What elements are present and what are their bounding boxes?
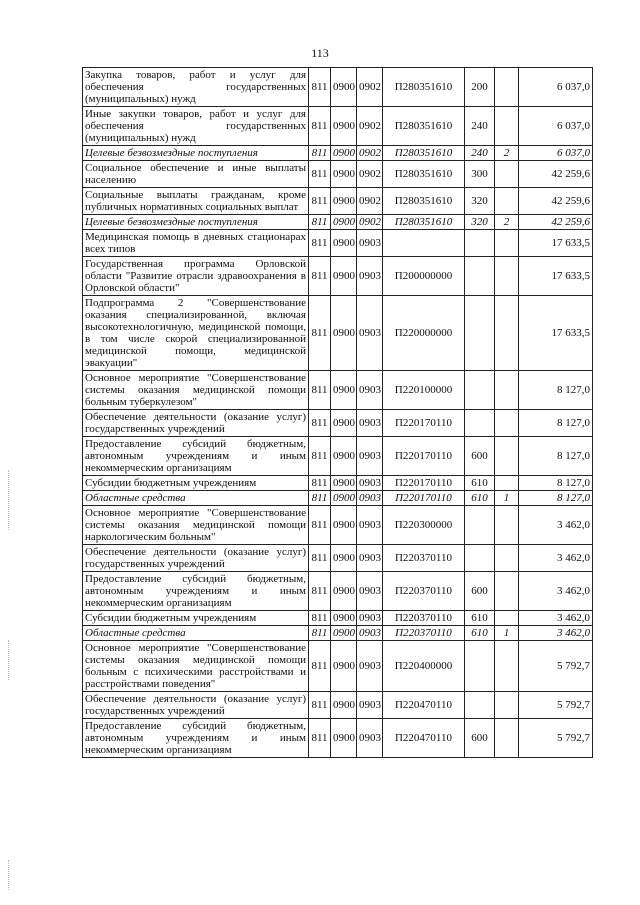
funding-source-code bbox=[495, 692, 519, 719]
target-article-code: П220100000 bbox=[383, 371, 465, 410]
amount: 3 462,0 bbox=[519, 506, 593, 545]
row-name: Предоставление субсидий бюджетным, автономным учреждениям и иным некоммерческим организациям bbox=[83, 719, 309, 758]
section-code: 0900 bbox=[331, 107, 357, 146]
target-article-code: П220170110 bbox=[383, 476, 465, 491]
amount: 8 127,0 bbox=[519, 410, 593, 437]
table-row bbox=[83, 107, 593, 146]
subsection-code: 0903 bbox=[357, 641, 383, 692]
subsection-code: 0902 bbox=[357, 146, 383, 161]
table-row bbox=[83, 437, 593, 476]
table-row bbox=[83, 491, 593, 506]
funding-source-code bbox=[495, 437, 519, 476]
amount: 5 792,7 bbox=[519, 719, 593, 758]
row-name: Иные закупки товаров, работ и услуг для обеспечения государственных (муниципальных) нужд bbox=[83, 107, 309, 146]
expense-type-code: 240 bbox=[465, 146, 495, 161]
amount: 3 462,0 bbox=[519, 572, 593, 611]
funding-source-code bbox=[495, 611, 519, 626]
table-row bbox=[83, 719, 593, 758]
row-name: Целевые безвозмездные поступления bbox=[83, 146, 309, 161]
section-code: 0900 bbox=[331, 572, 357, 611]
expense-type-code bbox=[465, 371, 495, 410]
expense-type-code bbox=[465, 257, 495, 296]
table-row bbox=[83, 572, 593, 611]
section-code: 0900 bbox=[331, 641, 357, 692]
section-code: 0900 bbox=[331, 68, 357, 107]
ved-code: 811 bbox=[309, 188, 331, 215]
expense-type-code: 600 bbox=[465, 719, 495, 758]
row-name: Обеспечение деятельности (оказание услуг) государственных учреждений bbox=[83, 545, 309, 572]
expense-type-code bbox=[465, 296, 495, 371]
amount: 3 462,0 bbox=[519, 626, 593, 641]
section-code: 0900 bbox=[331, 545, 357, 572]
section-code: 0900 bbox=[331, 215, 357, 230]
expense-type-code bbox=[465, 410, 495, 437]
ved-code: 811 bbox=[309, 476, 331, 491]
ved-code: 811 bbox=[309, 146, 331, 161]
subsection-code: 0903 bbox=[357, 491, 383, 506]
subsection-code: 0903 bbox=[357, 410, 383, 437]
section-code: 0900 bbox=[331, 188, 357, 215]
ved-code: 811 bbox=[309, 611, 331, 626]
section-code: 0900 bbox=[331, 611, 357, 626]
funding-source-code bbox=[495, 641, 519, 692]
section-code: 0900 bbox=[331, 476, 357, 491]
funding-source-code bbox=[495, 506, 519, 545]
row-name: Областные средства bbox=[83, 626, 309, 641]
ved-code: 811 bbox=[309, 410, 331, 437]
subsection-code: 0903 bbox=[357, 437, 383, 476]
section-code: 0900 bbox=[331, 296, 357, 371]
row-name: Предоставление субсидий бюджетным, автономным учреждениям и иным некоммерческим организациям bbox=[83, 572, 309, 611]
ved-code: 811 bbox=[309, 545, 331, 572]
ved-code: 811 bbox=[309, 506, 331, 545]
target-article-code: П280351610 bbox=[383, 68, 465, 107]
funding-source-code bbox=[495, 410, 519, 437]
subsection-code: 0903 bbox=[357, 476, 383, 491]
amount: 8 127,0 bbox=[519, 491, 593, 506]
target-article-code: П220170110 bbox=[383, 437, 465, 476]
table-row bbox=[83, 410, 593, 437]
target-article-code: П220300000 bbox=[383, 506, 465, 545]
scan-margin-specks bbox=[8, 640, 11, 680]
expense-type-code bbox=[465, 230, 495, 257]
section-code: 0900 bbox=[331, 692, 357, 719]
section-code: 0900 bbox=[331, 626, 357, 641]
section-code: 0900 bbox=[331, 230, 357, 257]
expense-type-code: 240 bbox=[465, 107, 495, 146]
table-row bbox=[83, 68, 593, 107]
subsection-code: 0903 bbox=[357, 719, 383, 758]
expense-type-code: 600 bbox=[465, 572, 495, 611]
row-name: Подпрограмма 2 "Совершенствование оказания специализированной, включая высокотехнологичную, медицинской помощи, в том числе скорой специализированной медицинской помощи, медицинской эвакуации" bbox=[83, 296, 309, 371]
section-code: 0900 bbox=[331, 506, 357, 545]
table-row bbox=[83, 611, 593, 626]
section-code: 0900 bbox=[331, 437, 357, 476]
table-row bbox=[83, 626, 593, 641]
row-name: Обеспечение деятельности (оказание услуг) государственных учреждений bbox=[83, 692, 309, 719]
section-code: 0900 bbox=[331, 410, 357, 437]
target-article-code bbox=[383, 230, 465, 257]
amount: 8 127,0 bbox=[519, 371, 593, 410]
funding-source-code: 1 bbox=[495, 626, 519, 641]
amount: 8 127,0 bbox=[519, 437, 593, 476]
section-code: 0900 bbox=[331, 161, 357, 188]
funding-source-code: 2 bbox=[495, 215, 519, 230]
subsection-code: 0903 bbox=[357, 296, 383, 371]
ved-code: 811 bbox=[309, 692, 331, 719]
row-name: Основное мероприятие "Совершенствование системы оказания медицинской помощи больным туберкулезом" bbox=[83, 371, 309, 410]
table-row bbox=[83, 215, 593, 230]
table-row bbox=[83, 476, 593, 491]
ved-code: 811 bbox=[309, 296, 331, 371]
ved-code: 811 bbox=[309, 719, 331, 758]
amount: 5 792,7 bbox=[519, 692, 593, 719]
amount: 42 259,6 bbox=[519, 188, 593, 215]
target-article-code: П220000000 bbox=[383, 296, 465, 371]
table-row bbox=[83, 188, 593, 215]
amount: 42 259,6 bbox=[519, 215, 593, 230]
ved-code: 811 bbox=[309, 257, 331, 296]
section-code: 0900 bbox=[331, 371, 357, 410]
amount: 5 792,7 bbox=[519, 641, 593, 692]
subsection-code: 0902 bbox=[357, 215, 383, 230]
target-article-code: П280351610 bbox=[383, 215, 465, 230]
amount: 3 462,0 bbox=[519, 611, 593, 626]
section-code: 0900 bbox=[331, 719, 357, 758]
subsection-code: 0903 bbox=[357, 371, 383, 410]
table-row bbox=[83, 641, 593, 692]
funding-source-code bbox=[495, 572, 519, 611]
ved-code: 811 bbox=[309, 68, 331, 107]
table-body bbox=[83, 68, 593, 758]
funding-source-code bbox=[495, 107, 519, 146]
funding-source-code bbox=[495, 719, 519, 758]
expense-type-code: 300 bbox=[465, 161, 495, 188]
subsection-code: 0903 bbox=[357, 572, 383, 611]
row-name: Субсидии бюджетным учреждениям bbox=[83, 476, 309, 491]
row-name: Медицинская помощь в дневных стационарах всех типов bbox=[83, 230, 309, 257]
subsection-code: 0902 bbox=[357, 161, 383, 188]
funding-source-code bbox=[495, 68, 519, 107]
table-row bbox=[83, 371, 593, 410]
row-name: Целевые безвозмездные поступления bbox=[83, 215, 309, 230]
target-article-code: П220170110 bbox=[383, 491, 465, 506]
page-number: 113 bbox=[311, 46, 329, 60]
section-code: 0900 bbox=[331, 146, 357, 161]
row-name: Социальное обеспечение и иные выплаты населению bbox=[83, 161, 309, 188]
row-name: Государственная программа Орловской области "Развитие отрасли здравоохранения в Орловской области" bbox=[83, 257, 309, 296]
funding-source-code: 1 bbox=[495, 491, 519, 506]
ved-code: 811 bbox=[309, 641, 331, 692]
target-article-code: П220470110 bbox=[383, 692, 465, 719]
scan-margin-specks bbox=[8, 860, 11, 890]
row-name: Основное мероприятие "Совершенствование системы оказания медицинской помощи наркологическим больным" bbox=[83, 506, 309, 545]
section-code: 0900 bbox=[331, 491, 357, 506]
expense-type-code bbox=[465, 692, 495, 719]
amount: 6 037,0 bbox=[519, 107, 593, 146]
funding-source-code bbox=[495, 230, 519, 257]
row-name: Областные средства bbox=[83, 491, 309, 506]
table-row bbox=[83, 230, 593, 257]
target-article-code: П220470110 bbox=[383, 719, 465, 758]
amount: 3 462,0 bbox=[519, 545, 593, 572]
expense-type-code: 200 bbox=[465, 68, 495, 107]
amount: 17 633,5 bbox=[519, 296, 593, 371]
ved-code: 811 bbox=[309, 161, 331, 188]
amount: 6 037,0 bbox=[519, 146, 593, 161]
subsection-code: 0902 bbox=[357, 188, 383, 215]
subsection-code: 0903 bbox=[357, 230, 383, 257]
row-name: Обеспечение деятельности (оказание услуг) государственных учреждений bbox=[83, 410, 309, 437]
ved-code: 811 bbox=[309, 572, 331, 611]
amount: 6 037,0 bbox=[519, 68, 593, 107]
table-row bbox=[83, 296, 593, 371]
expense-type-code: 320 bbox=[465, 188, 495, 215]
amount: 8 127,0 bbox=[519, 476, 593, 491]
funding-source-code bbox=[495, 188, 519, 215]
table-row bbox=[83, 146, 593, 161]
expense-type-code: 610 bbox=[465, 626, 495, 641]
funding-source-code bbox=[495, 545, 519, 572]
budget-table bbox=[82, 67, 593, 758]
target-article-code: П220170110 bbox=[383, 410, 465, 437]
row-name: Субсидии бюджетным учреждениям bbox=[83, 611, 309, 626]
target-article-code: П220370110 bbox=[383, 626, 465, 641]
subsection-code: 0903 bbox=[357, 545, 383, 572]
expense-type-code bbox=[465, 641, 495, 692]
scan-margin-specks bbox=[8, 470, 11, 530]
subsection-code: 0902 bbox=[357, 68, 383, 107]
expense-type-code: 610 bbox=[465, 476, 495, 491]
expense-type-code: 610 bbox=[465, 491, 495, 506]
subsection-code: 0902 bbox=[357, 107, 383, 146]
table-row bbox=[83, 692, 593, 719]
target-article-code: П280351610 bbox=[383, 188, 465, 215]
row-name: Основное мероприятие "Совершенствование системы оказания медицинской помощи больным с психическими расстройствами и расстройствами поведения" bbox=[83, 641, 309, 692]
subsection-code: 0903 bbox=[357, 611, 383, 626]
expense-type-code bbox=[465, 506, 495, 545]
ved-code: 811 bbox=[309, 371, 331, 410]
funding-source-code bbox=[495, 296, 519, 371]
expense-type-code: 600 bbox=[465, 437, 495, 476]
section-code: 0900 bbox=[331, 257, 357, 296]
target-article-code: П220400000 bbox=[383, 641, 465, 692]
target-article-code: П220370110 bbox=[383, 545, 465, 572]
ved-code: 811 bbox=[309, 626, 331, 641]
amount: 17 633,5 bbox=[519, 230, 593, 257]
table-row bbox=[83, 506, 593, 545]
target-article-code: П280351610 bbox=[383, 146, 465, 161]
subsection-code: 0903 bbox=[357, 626, 383, 641]
target-article-code: П280351610 bbox=[383, 107, 465, 146]
funding-source-code bbox=[495, 476, 519, 491]
funding-source-code bbox=[495, 257, 519, 296]
expense-type-code: 610 bbox=[465, 611, 495, 626]
target-article-code: П200000000 bbox=[383, 257, 465, 296]
ved-code: 811 bbox=[309, 437, 331, 476]
row-name: Закупка товаров, работ и услуг для обеспечения государственных (муниципальных) нужд bbox=[83, 68, 309, 107]
ved-code: 811 bbox=[309, 230, 331, 257]
subsection-code: 0903 bbox=[357, 692, 383, 719]
subsection-code: 0903 bbox=[357, 257, 383, 296]
expense-type-code bbox=[465, 545, 495, 572]
ved-code: 811 bbox=[309, 491, 331, 506]
table-row bbox=[83, 161, 593, 188]
ved-code: 811 bbox=[309, 215, 331, 230]
table-row bbox=[83, 257, 593, 296]
funding-source-code: 2 bbox=[495, 146, 519, 161]
funding-source-code bbox=[495, 371, 519, 410]
subsection-code: 0903 bbox=[357, 506, 383, 545]
table-row bbox=[83, 545, 593, 572]
expense-type-code: 320 bbox=[465, 215, 495, 230]
amount: 42 259,6 bbox=[519, 161, 593, 188]
row-name: Предоставление субсидий бюджетным, автономным учреждениям и иным некоммерческим организациям bbox=[83, 437, 309, 476]
row-name: Социальные выплаты гражданам, кроме публичных нормативных социальных выплат bbox=[83, 188, 309, 215]
target-article-code: П220370110 bbox=[383, 611, 465, 626]
funding-source-code bbox=[495, 161, 519, 188]
ved-code: 811 bbox=[309, 107, 331, 146]
target-article-code: П280351610 bbox=[383, 161, 465, 188]
target-article-code: П220370110 bbox=[383, 572, 465, 611]
amount: 17 633,5 bbox=[519, 257, 593, 296]
